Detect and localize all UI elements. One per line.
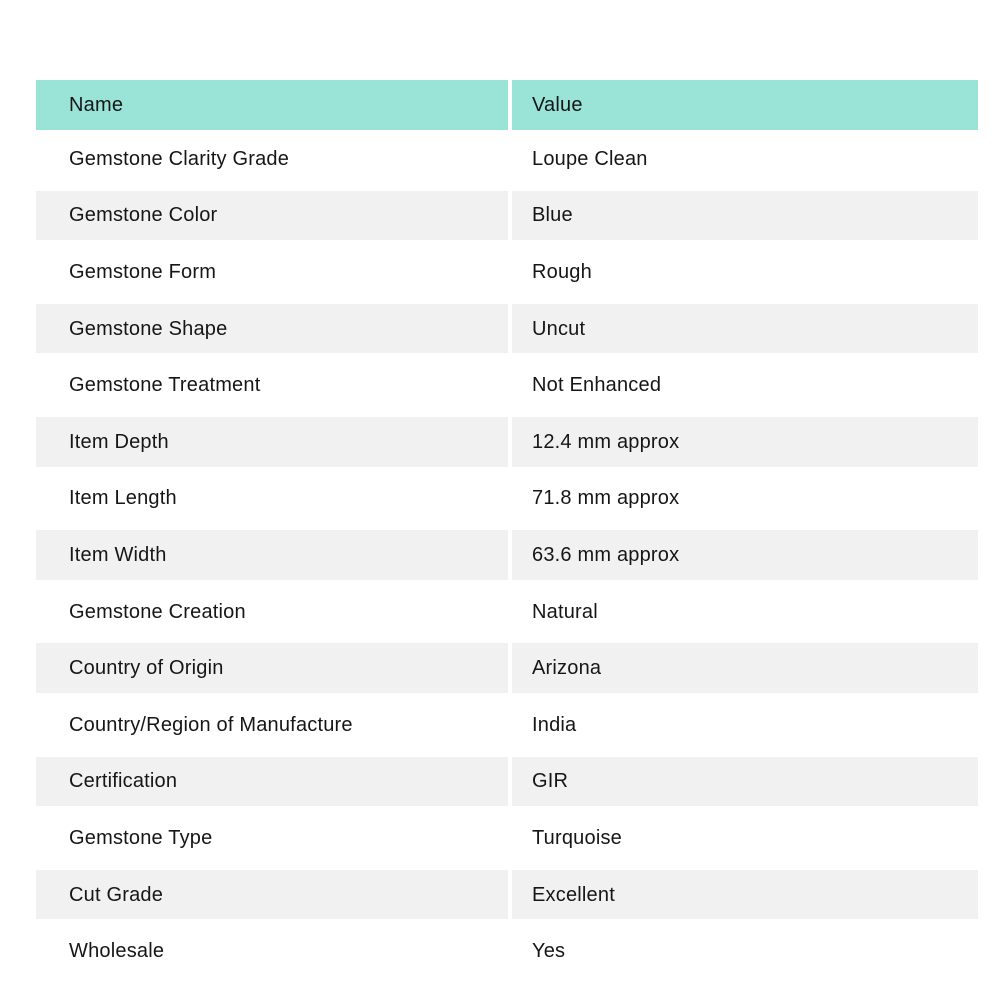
table-row [36, 413, 978, 470]
row-value-cell [512, 417, 978, 467]
row-name-text: Item Depth [69, 430, 169, 453]
row-name-text: Item Width [69, 543, 167, 566]
row-value-cell [512, 587, 978, 637]
row-value-cell [512, 191, 978, 241]
row-value-text: 12.4 mm approx [532, 430, 680, 453]
row-name-text: Gemstone Shape [69, 317, 228, 340]
row-name-cell [36, 191, 508, 241]
row-value-text: GIR [532, 770, 569, 793]
header-cell-name [36, 80, 508, 130]
table-row [36, 696, 978, 753]
row-value-text: Rough [532, 260, 592, 283]
row-value-cell [512, 247, 978, 297]
row-value-cell [512, 757, 978, 807]
row-value-cell [512, 304, 978, 354]
row-name-cell [36, 134, 508, 184]
item-specifics-table [36, 80, 978, 979]
row-name-text: Certification [69, 770, 178, 793]
row-name-cell [36, 360, 508, 410]
row-name-text: Item Length [69, 487, 177, 510]
table-row [36, 526, 978, 583]
table-row [36, 356, 978, 413]
row-value-cell [512, 134, 978, 184]
table-row [36, 243, 978, 300]
row-name-text: Country of Origin [69, 657, 224, 680]
row-name-cell [36, 643, 508, 693]
row-value-text: Turquoise [532, 826, 622, 849]
table-row [36, 130, 978, 187]
table-row [36, 583, 978, 640]
header-value-label: Value [532, 94, 583, 116]
row-value-text: Uncut [532, 317, 586, 340]
row-name-text: Gemstone Creation [69, 600, 246, 623]
row-value-cell [512, 870, 978, 920]
row-name-cell [36, 417, 508, 467]
row-name-text: Country/Region of Manufacture [69, 713, 353, 736]
row-value-text: Natural [532, 600, 598, 623]
row-name-cell [36, 926, 508, 976]
row-value-cell [512, 700, 978, 750]
row-value-text: Arizona [532, 657, 602, 680]
row-value-text: Not Enhanced [532, 374, 662, 397]
row-name-cell [36, 870, 508, 920]
row-name-cell [36, 530, 508, 580]
row-value-cell [512, 643, 978, 693]
row-value-cell [512, 926, 978, 976]
row-value-text: Excellent [532, 883, 615, 906]
row-name-text: Cut Grade [69, 883, 164, 906]
row-value-text: Yes [532, 940, 566, 963]
row-name-text: Gemstone Type [69, 826, 213, 849]
row-value-text: Loupe Clean [532, 147, 648, 170]
table-row [36, 922, 978, 979]
row-name-text: Gemstone Form [69, 260, 217, 283]
row-value-cell [512, 530, 978, 580]
row-value-text: 63.6 mm approx [532, 543, 680, 566]
table-body [36, 130, 978, 979]
row-name-cell [36, 587, 508, 637]
row-name-cell [36, 757, 508, 807]
row-name-cell [36, 474, 508, 524]
row-name-cell [36, 813, 508, 863]
table-row [36, 809, 978, 866]
row-name-text: Gemstone Clarity Grade [69, 147, 290, 170]
row-name-text: Gemstone Treatment [69, 374, 261, 397]
row-value-text: Blue [532, 204, 573, 227]
table-row [36, 187, 978, 244]
row-value-text: India [532, 713, 577, 736]
row-name-cell [36, 304, 508, 354]
table-row [36, 300, 978, 357]
header-cell-value [512, 80, 978, 130]
row-value-cell [512, 474, 978, 524]
row-name-text: Wholesale [69, 940, 165, 963]
table-header-row [36, 80, 978, 130]
row-name-cell [36, 700, 508, 750]
table-row [36, 639, 978, 696]
row-value-text: 71.8 mm approx [532, 487, 680, 510]
table-row [36, 470, 978, 527]
row-name-text: Gemstone Color [69, 204, 218, 227]
row-name-cell [36, 247, 508, 297]
header-name-label: Name [69, 94, 124, 116]
row-value-cell [512, 360, 978, 410]
table-row [36, 753, 978, 810]
table-row [36, 866, 978, 923]
row-value-cell [512, 813, 978, 863]
